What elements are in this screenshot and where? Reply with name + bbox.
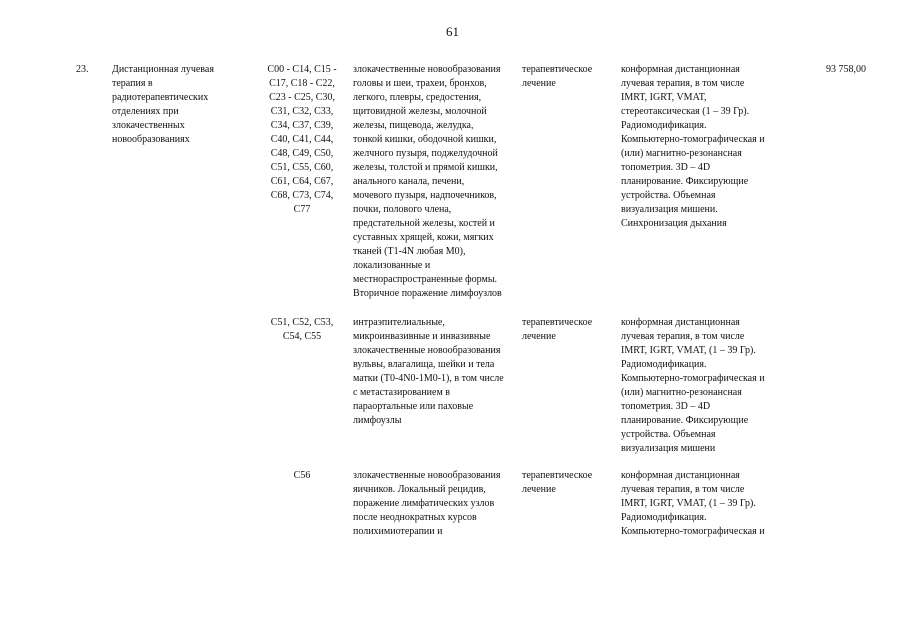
row-number: 23.: [76, 64, 89, 75]
treatment-method: конформная дистанционная лучевая терапия, в том числе IMRT, IGRT, VMAT, (1 – 39 Гр). Радиомодификация. Компьютерно-томографическая и: [621, 470, 765, 537]
treatment-type: терапевтическое лечение: [522, 64, 593, 89]
treatment-method: конформная дистанционная лучевая терапия, в том числе IMRT, IGRT, VMAT, (1 – 39 Гр). Радиомодификация. Компьютерно-томографическая и (или) магнитно-резонансная топометрия. 3D – 4D планирование. Фиксирующие устройства. Объемная визуализация мишени: [621, 317, 765, 454]
treatment-type: терапевтическое лечение: [522, 317, 593, 342]
treatment-type: терапевтическое лечение: [522, 470, 593, 495]
icd-codes: C51, C52, C53, C54, C55: [270, 317, 334, 342]
disease-description: злокачественные новообразования головы и шеи, трахеи, бронхов, легкого, плевры, средостения, щитовидной железы, молочной железы, пищевода, желудка, тонкой кишки, ободочной кишки, желчного пузыря, поджелудочной железы, толстой и прямой кишки, анального канала, печени, мочевого пузыря, надпочечников, почки, полового члена, предстательной железы, костей и суставных хрящей, кожи, мягких тканей (T1-4N любая M0), локализованные и местнораспространенные формы. Вторичное поражение лимфоузлов: [353, 64, 502, 299]
icd-codes: C00 - C14, C15 - C17, C18 - C22, C23 - C25, C30, C31, C32, C33, C34, C37, C39, C40, C41, C44, C48, C49, C50, C51, C55, C60, C61, C64, C67, C68, C73, C74, C77: [267, 64, 337, 215]
treatment-method: конформная дистанционная лучевая терапия, в том числе IMRT, IGRT, VMAT, стереотаксическая (1 – 39 Гр). Радиомодификация. Компьютерно-томографическая и (или) магнитно-резонансная топометрия. 3D – 4D планирование. Фиксирующие устройства. Объемная визуализация мишени. Синхронизация дыхания: [621, 64, 765, 229]
page-number: 61: [446, 24, 459, 39]
disease-description: интраэпителиальные, микроинвазивные и инвазивные злокачественные новообразования вульвы, влагалища, шейки и тела матки (T0-4N0-1M0-1), в том числе с метастазированием в параортальные или паховые лимфоузлы: [353, 317, 504, 426]
disease-description: злокачественные новообразования яичников. Локальный рецидив, поражение лимфатических узлов после неоднократных курсов полихимиотерапии и: [353, 470, 501, 537]
price-value: 93 758,00: [826, 64, 866, 75]
service-name: Дистанционная лучевая терапия в радиотерапевтических отделениях при злокачественных новообразованиях: [112, 64, 214, 145]
icd-codes: C56: [293, 470, 311, 481]
